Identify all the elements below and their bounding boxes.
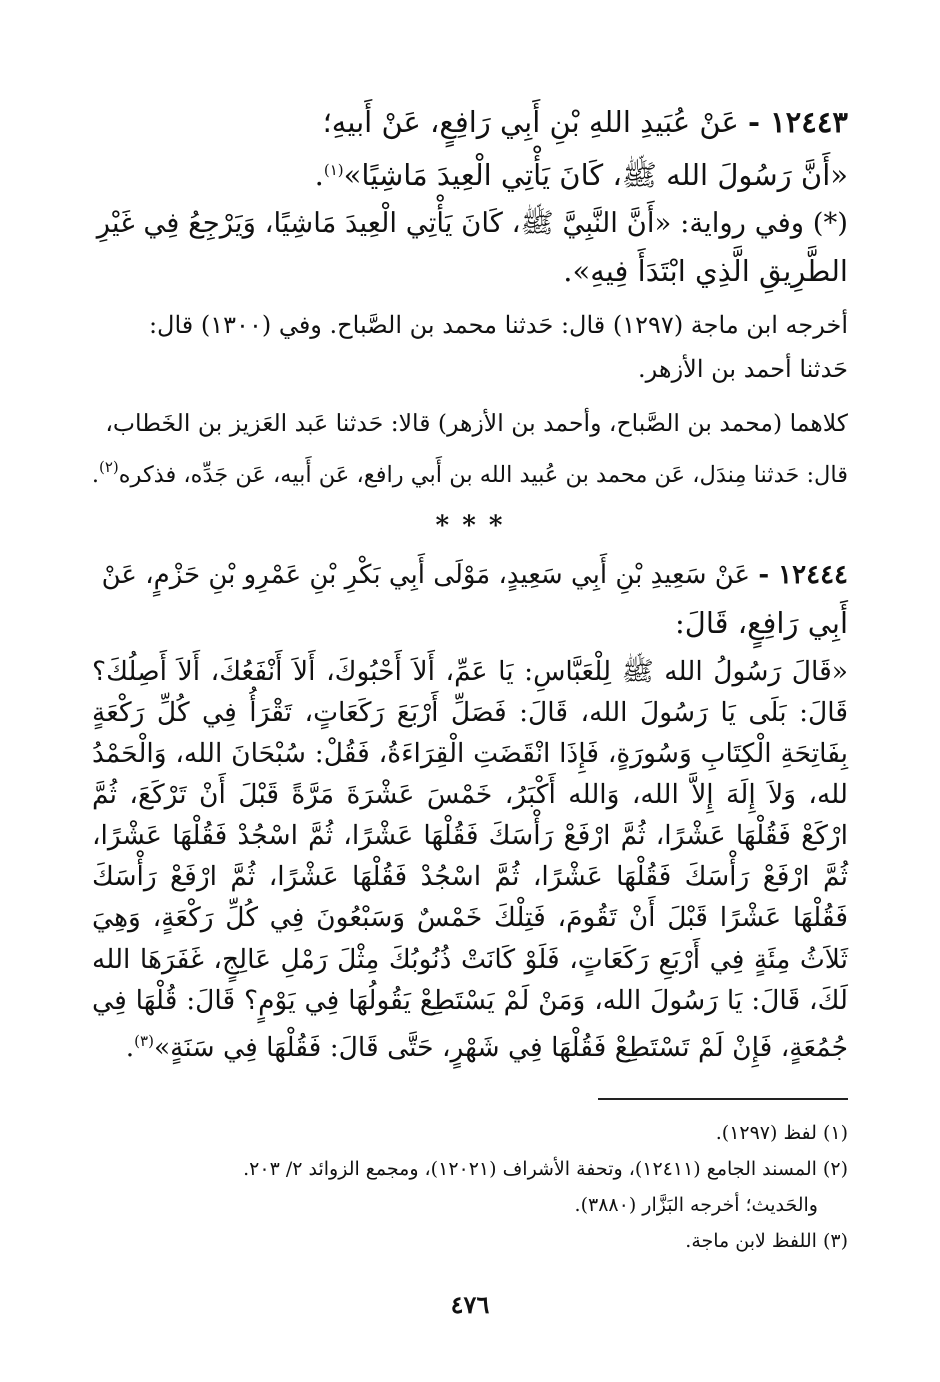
takhrij-line-last <box>92 445 848 497</box>
section-separator: * * * <box>435 511 505 541</box>
footnote-3: (٣) اللفظ لابن ماجة. <box>685 1230 848 1252</box>
takhrij-block <box>92 303 848 497</box>
hadith-1444-chain-line <box>92 551 848 599</box>
hadith-1443-chain-line <box>92 98 848 146</box>
footnote-ref[interactable]: (٣) <box>134 1031 154 1050</box>
riwaya-line-2: الطَّرِيقِ الَّذِي ابْتَدَأَ فِيهِ». <box>563 254 848 288</box>
hadith-body-text: «قَالَ رَسُولُ الله ﷺ لِلْعَبَّاسِ: يَا عَمِّ، أَلاَ أَحْبُوكَ، أَلاَ أَنْفَعُكَ، أَلاَ أَصِلُكَ؟ قَالَ: بَلَى يَا رَسُولَ الله، قَالَ: فَصَلِّ أَرْبَعَ رَكَعَاتٍ، تَقْرَأُ فِي كُلِّ رَكْعَةٍ بِفَاتِحَةِ الْكِتَابِ وَسُورَةٍ، فَإِذَا انْقَضَتِ الْقِرَاءَةُ، فَقُلْ: سُبْحَانَ الله، وَالْحَمْدُ لله، وَلاَ إِلَهَ إِلاَّ الله، وَالله أَكْبَرُ، خَمْسَ عَشْرَةَ مَرَّةً قَبْلَ أَنْ تَرْكَعَ، ثُمَّ ارْكَعْ فَقُلْهَا عَشْرًا، ثُمَّ ارْفَعْ رَأْسَكَ فَقُلْهَا عَشْرًا، ثُمَّ اسْجُدْ فَقُلْهَا عَشْرًا، ثُمَّ ارْفَعْ رَأْسَكَ فَقُلْهَا عَشْرًا، ثُمَّ اسْجُدْ فَقُلْهَا عَشْرًا، ثُمَّ ارْفَعْ رَأْسَكَ فَقُلْهَا عَشْرًا قَبْلَ أَنْ تَقُومَ، فَتِلْكَ خَمْسٌ وَسَبْعُونَ فِي كُلِّ رَكْعَةٍ، وَهِيَ ثَلاَثُ مِئَةٍ فِي أَرْبَعِ رَكَعَاتٍ، فَلَوْ كَانَتْ ذُنُوبُكَ مِثْلَ رَمْلِ عَالِجٍ، غَفَرَهَا الله لَكَ، قَالَ: يَا رَسُولَ الله، وَمَنْ لَمْ يَسْتَطِعْ يَقُولُهَا فِي يَوْمٍ؟ قَالَ: قُلْهَا فِي جُمُعَةٍ، فَإِنْ لَمْ تَسْتَطِعْ فَقُلْهَا فِي شَهْرٍ، حَتَّى قَالَ: فَقُلْهَا فِي سَنَةٍ» <box>92 656 848 1063</box>
hadith-1444-chain-line-2: أَبِي رَافِعٍ، قَالَ: <box>675 606 848 640</box>
footnote-divider <box>598 1098 848 1100</box>
punctuation: . <box>91 462 99 488</box>
takhrij-text: قال: حَدثنا مِندَل، عَن محمد بن عُبيد الله بن أَبي رافع، عَن أَبيه، عَن جَدِّه، فذكره <box>118 462 848 488</box>
footnote-2-continued: والحَديث؛ أخرجه البَزَّار (٣٨٨٠). <box>574 1194 818 1216</box>
footnote-ref[interactable]: (١) <box>323 161 344 179</box>
takhrij-line: كلاهما (محمد بن الصَّباح، وأحمد بن الأزهر) قالا: حَدثنا عَبد العَزيز بن الخَطاب، <box>105 409 848 437</box>
hadith-text: «أَنَّ رَسُولَ الله ﷺ، كَانَ يَأْتِي الْعِيدَ مَاشِيًا» <box>343 158 848 192</box>
hadith-1444-body <box>92 651 848 1068</box>
hadith-chain: عَنْ سَعِيدِ بْنِ أَبِي سَعِيدٍ، مَوْلَى أَبِي بَكْرِ بْنِ عَمْرِو بْنِ حَزْمٍ، عَنْ <box>101 560 751 590</box>
footnotes <box>92 1118 848 1262</box>
footnote-ref[interactable]: (٢) <box>98 458 119 476</box>
hadith-number: ١٢٤٤٣ - <box>747 105 848 139</box>
hadith-chain: عَنْ عُبَيدِ اللهِ بْنِ أَبِي رَافِعٍ، عَنْ أَبيهِ؛ <box>322 105 739 139</box>
takhrij-line: حَدثنا أحمد بن الأزهر. <box>638 355 848 383</box>
hadith-1443-text <box>92 146 848 199</box>
takhrij-line: أخرجه ابن ماجة (١٢٩٧) قال: حَدثنا محمد بن الصَّباح. وفي (١٣٠٠) قال: <box>148 311 848 339</box>
footnote-1: (١) لفظ (١٢٩٧). <box>715 1122 848 1144</box>
hadith-number: ١٢٤٤٤ - <box>758 560 848 590</box>
punctuation: . <box>125 1031 135 1063</box>
footnote-2: (٢) المسند الجامع (١٢٤١١)، وتحفة الأشراف (١٢٠٢١)، ومجمع الزوائد ٢/ ٢٠٣. <box>243 1158 848 1180</box>
riwaya-line-1: (*) وفي رواية: «أَنَّ النَّبِيَّ ﷺ، كَانَ يَأْتِي الْعِيدَ مَاشِيًا، وَيَرْجِعُ فِي غَيْرِ <box>96 207 848 239</box>
punctuation: . <box>314 158 324 192</box>
page-number: ٤٧٦ <box>450 1290 490 1319</box>
